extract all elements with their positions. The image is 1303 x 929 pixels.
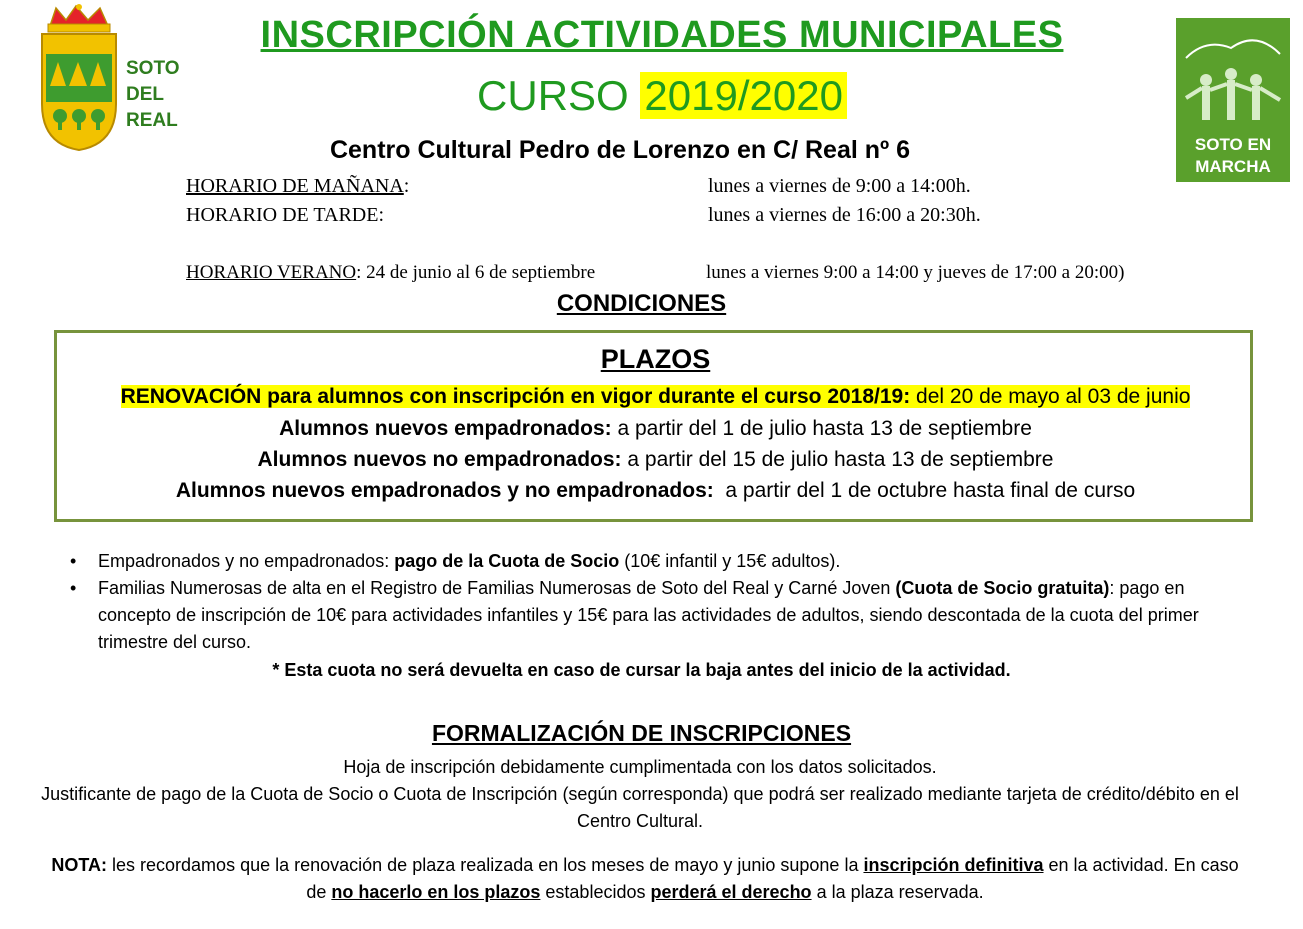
soto-en-marcha-logo-icon <box>1176 18 1290 182</box>
course-line <box>150 72 1174 120</box>
summer-schedule-label: HORARIO VERANO: 24 de junio al 6 de septiembre <box>186 262 596 283</box>
list-item: • Familias Numerosas de alta en el Registro de Familias Numerosas de Soto del Real y Carné Joven (Cuota de Socio gratuita): pago en concepto de inscripción de 10€ para actividades infantiles y 15€ para las actividades de adultos, siendo descontada de la cuota del primer trimestre del curso. <box>70 578 1199 652</box>
list-item: • Empadronados y no empadronados: pago de la Cuota de Socio (10€ infantil y 15€ adultos). <box>70 551 841 571</box>
course-prefix: CURSO <box>477 72 629 119</box>
conditions-title: CONDICIONES <box>556 290 727 317</box>
svg-text:SOTO: SOTO <box>126 58 180 79</box>
formalizacion-text: Hoja de inscripción debidamente cumplimentada con los datos solicitados. Justificante de pago de la Cuota de Socio o Cuota de Inscripción (según corresponda) que podrá ser realizado mediante tarjeta de crédito/débito en el Centro Cultural. <box>41 757 1239 831</box>
plazos-title: PLAZOS <box>600 344 711 374</box>
formalizacion-title: FORMALIZACIÓN DE INSCRIPCIONES <box>431 720 852 746</box>
plazo-nuevos-ambos: Alumnos nuevos empadronados y no empadronados: a partir del 1 de octubre hasta final de curso <box>175 479 1136 502</box>
nota: NOTA: les recordamos que la renovación de plaza realizada en los meses de mayo y junio supone la inscripción definitiva en la actividad. En caso de no hacerlo en los plazos establecidos perderá el derecho a la plaza reservada. <box>51 855 1239 902</box>
venue: Centro Cultural Pedro de Lorenzo en C/ Real nº 6 <box>329 136 911 164</box>
afternoon-schedule-value: lunes a viernes de 16:00 a 20:30h. <box>708 204 981 226</box>
plazo-nuevos-empadronados: Alumnos nuevos empadronados: a partir del 1 de julio hasta 13 de septiembre <box>279 417 1032 440</box>
summer-schedule-value: lunes a viernes 9:00 a 14:00 y jueves de 17:00 a 20:00) <box>706 262 1125 283</box>
plazo-renovacion: RENOVACIÓN para alumnos con inscripción en vigor durante el curso 2018/19: del 20 de mayo al 03 de junio <box>120 385 1191 408</box>
morning-schedule-value: lunes a viernes de 9:00 a 14:00h. <box>708 175 971 197</box>
conditions-list <box>66 548 1256 656</box>
morning-schedule-label: HORARIO DE MAÑANA: <box>186 175 410 197</box>
cuota-note: * Esta cuota no será devuelta en caso de cursar la baja antes del inicio de la actividad. <box>272 660 1011 680</box>
plazo-nuevos-no-empadronados: Alumnos nuevos no empadronados: a partir del 15 de julio hasta 13 de septiembre <box>257 448 1054 471</box>
afternoon-schedule-label: HORARIO DE TARDE: <box>186 204 385 226</box>
course-year: 2019/2020 <box>640 72 847 119</box>
svg-text:REAL: REAL <box>126 110 178 131</box>
page-title: INSCRIPCIÓN ACTIVIDADES MUNICIPALES <box>260 14 1064 56</box>
svg-text:MARCHA: MARCHA <box>1195 157 1271 176</box>
svg-text:DEL: DEL <box>126 84 164 105</box>
svg-text:SOTO EN: SOTO EN <box>1194 135 1272 154</box>
